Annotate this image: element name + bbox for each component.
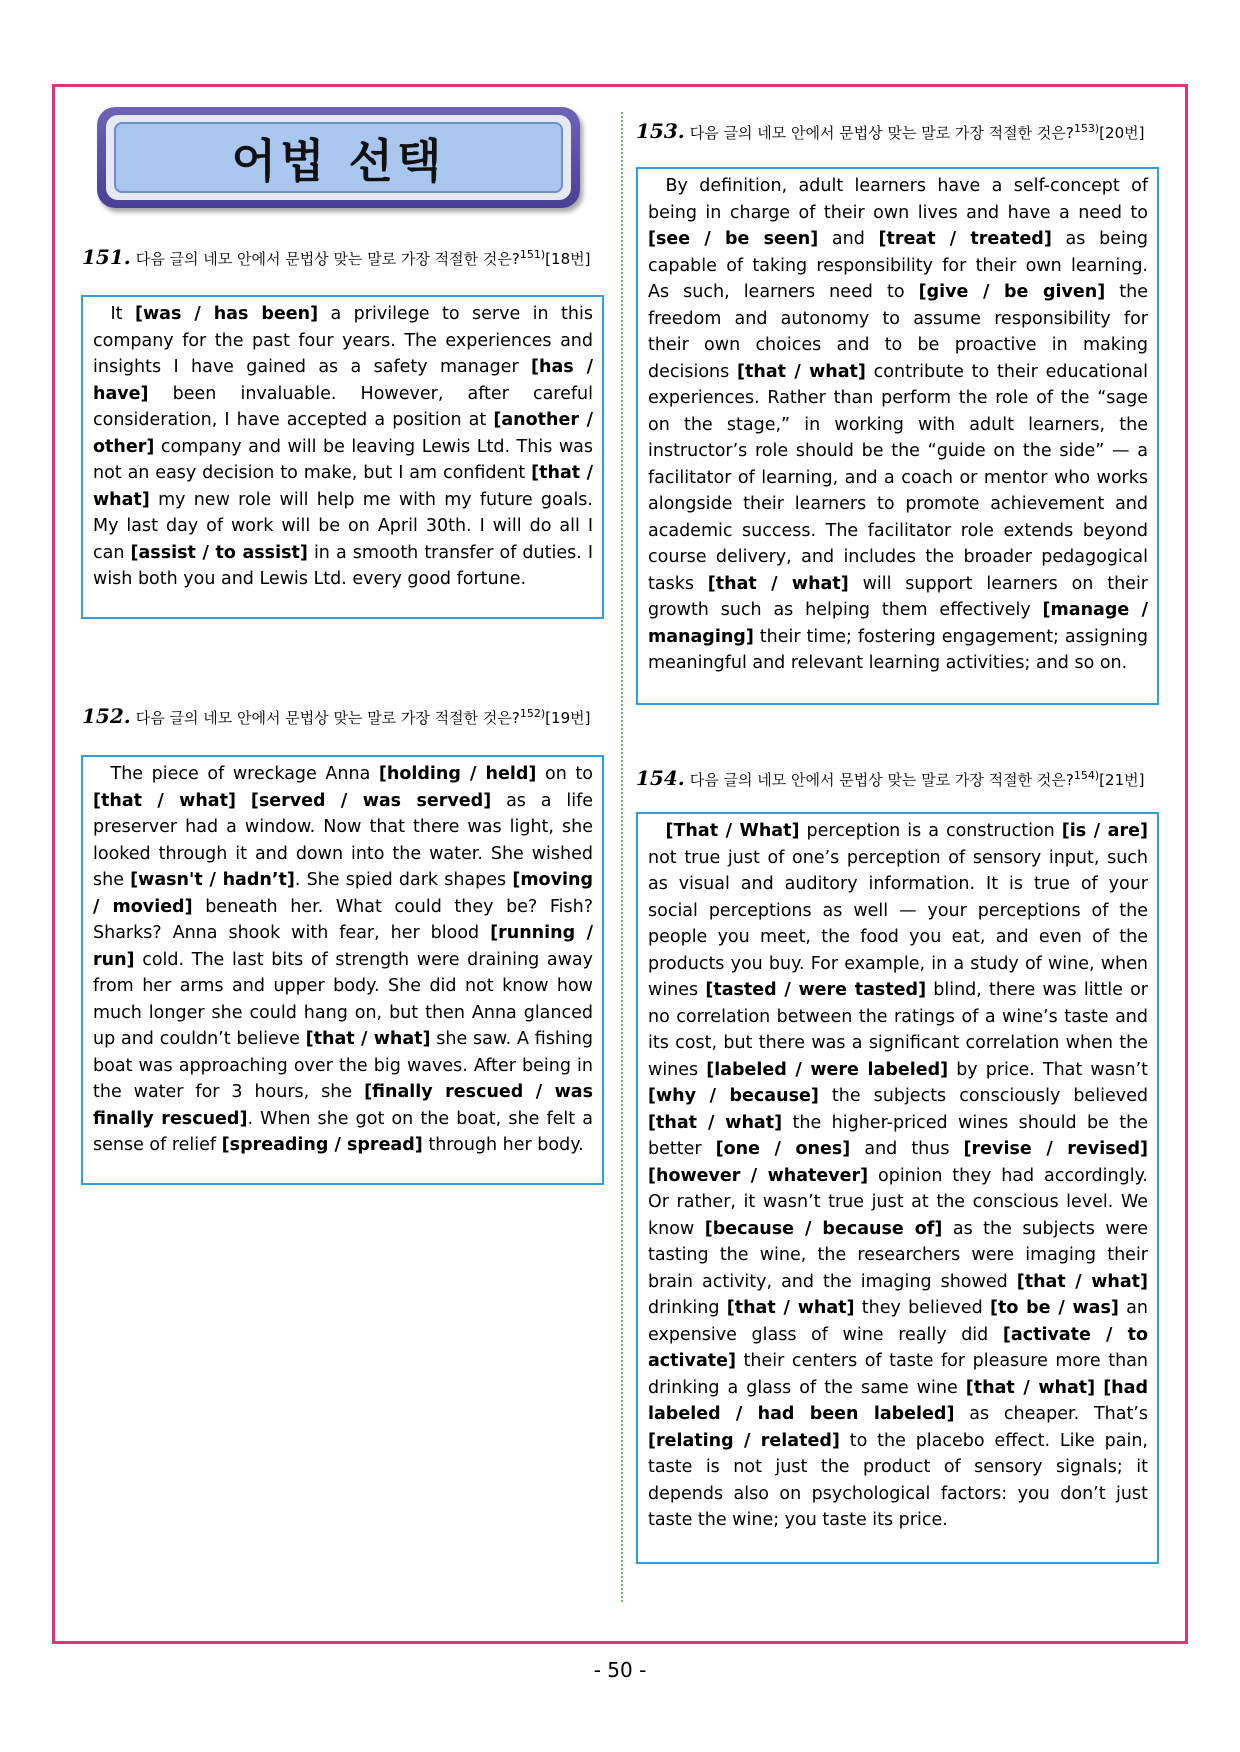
question-tag: [20번] [1099, 124, 1145, 142]
question-151-header [82, 244, 602, 270]
question-prompt: 다음 글의 네모 안에서 문법상 맞는 말로 가장 적절한 것은? [689, 124, 1074, 142]
grammar-choice: [wasn't / hadn’t] [130, 870, 295, 890]
grammar-choice: [That / What] [665, 821, 800, 841]
question-153-header [636, 118, 1156, 144]
question-number: 153. [636, 119, 685, 143]
footnote-ref: 151) [519, 248, 546, 261]
question-number: 152. [82, 704, 131, 728]
grammar-choice: [running / run] [93, 923, 593, 970]
grammar-choice: [activate / to activate] [648, 1324, 1148, 1371]
grammar-choice: [has / have] [93, 357, 593, 404]
passage-text: [That / What] perception is a construction [is / are] not true just of one’s perception of sensory input, such as visual and auditory information. It is true of your social perceptions as well — your perceptions of the people you meet, the food you eat, and even of the products you buy. For example, in a study of wine, when wines [tasted / were tasted] blind, there was little or no correlation between the ratings of a wine’s taste and its cost, but there was a significant correlation when the wines [labeled / were labeled] by price. That wasn’t [why / because] the subjects consciously believed [that / what] the higher-priced wines should be the better [one / ones] and thus [revise / revised] [however / whatever] opinion they had accordingly. Or rather, it wasn’t true just at the conscious level. We know [because / because of] as the subjects were tasting the wine, the researchers were imaging their brain activity, and the imaging showed [that / what] drinking [that / what] they believed [to be / was] an expensive glass of wine really did [activate / to activate] their centers of taste for pleasure more than drinking a glass of the same wine [that / what] [had labeled / had been labeled] as cheaper. That’s [relating / related] to the placebo effect. Like pain, taste is not just the product of sensory signals; it depends also on psychological factors: you don’t just taste the wine; you taste its price. [648, 821, 1149, 1530]
grammar-choice: [finally rescued / was finally rescued] [93, 1082, 593, 1129]
grammar-choice: [that / what] [93, 463, 593, 510]
grammar-choice: [one / ones] [715, 1139, 851, 1159]
question-tag: [21번] [1099, 771, 1145, 789]
grammar-choice: [manage / managing] [648, 600, 1148, 647]
grammar-choice: [that / what] [93, 790, 236, 811]
question-154-passage [636, 812, 1159, 1564]
section-title-banner [97, 107, 580, 208]
footnote-ref: 153) [1073, 122, 1100, 135]
passage-text: It [was / has been] a privilege to serve in this company for the past four years. The experiences and insights I have gained as a safety manager [has / have] been invaluable. However, after careful consideration, I have accepted a position at [another / other] company and will be leaving Lewis Ltd. This was not an easy decision to make, but I am confident [that / what] my new role will help me with my future goals. My last day of work will be on April 30th. I will do all I can [assist / to assist] in a smooth transfer of duties. I wish both you and Lewis Ltd. every good fortune. [93, 304, 593, 589]
footnote-ref: 152) [519, 707, 546, 720]
question-152-passage [81, 755, 604, 1185]
grammar-choice: [had labeled / had been labeled] [648, 1377, 1148, 1424]
passage-text: By definition, adult learners have a self-concept of being in charge of their own lives and have a need to [see / be seen] and [treat / treated] as being capable of taking responsibility for their own learning. As such, learners need to [give / be given] the freedom and autonomy to assume responsibility for their own choices and to be proactive in making decisions [that / what] contribute to their educational experiences. Rather than perform the role of the “sage on the stage,” in working with adult learners, the instructor’s role should be the “guide on the side” — a facilitator of learning, and a coach or mentor who works alongside their learners to promote achievement and academic success. The facilitator role extends beyond course delivery, and includes the broader pedagogical tasks [that / what] will support learners on their growth such as helping them effectively [manage / managing] their time; fostering engagement; assigning meaningful and relevant learning activities; and so on. [648, 176, 1149, 673]
grammar-choice: [served / was served] [250, 790, 492, 811]
grammar-choice: [why / because] [648, 1086, 819, 1106]
grammar-choice: [that / what] [1016, 1271, 1149, 1292]
grammar-choice: [holding / held] [378, 764, 537, 784]
grammar-choice: [that / what] [648, 1112, 783, 1133]
question-tag: [19번] [545, 709, 591, 727]
passage-text: The piece of wreckage Anna [holding / held] on to [that / what] [served / was served] as a life preserver had a window. Now that there was light, she looked through it and down into the water. She wished she [wasn't / hadn’t]. She spied dark shapes [moving / movied] beneath her. What could they be? Fish? Sharks? Anna shook with fear, her blood [running / run] cold. The last bits of strength were draining away from her arms and upper body. She did not know how much longer she could hang on, but then Anna glanced up and couldn’t believe [that / what] she saw. A fishing boat was approaching over the big waves. After being in the water for 3 hours, she [finally rescued / was finally rescued]. When she got on the boat, she felt a sense of relief [spreading / spread] through her body. [93, 764, 594, 1155]
grammar-choice: [tasted / were tasted] [705, 980, 927, 1000]
footnote-ref: 154) [1073, 769, 1100, 782]
grammar-choice: [that / what] [965, 1377, 1096, 1398]
grammar-choice: [because / because of] [704, 1218, 943, 1239]
grammar-choice: [assist / to assist] [130, 542, 308, 563]
page-number: - 50 - [593, 1658, 647, 1682]
grammar-choice: [relating / related] [648, 1430, 840, 1451]
question-154-header [636, 765, 1156, 791]
grammar-choice: [moving / movied] [93, 870, 593, 917]
grammar-choice: [however / whatever] [648, 1165, 869, 1186]
grammar-choice: [that / what] [305, 1029, 431, 1049]
grammar-choice: [was / has been] [134, 304, 319, 324]
question-151-passage [81, 295, 604, 619]
question-prompt: 다음 글의 네모 안에서 문법상 맞는 말로 가장 적절한 것은? [135, 709, 520, 727]
question-number: 151. [82, 245, 131, 269]
grammar-choice: [give / be given] [918, 282, 1106, 302]
grammar-choice: [that / what] [726, 1298, 855, 1318]
grammar-choice: [treat / treated] [878, 229, 1052, 249]
grammar-choice: [that / what] [707, 573, 849, 594]
question-tag: [18번] [545, 250, 591, 268]
grammar-choice: [spreading / spread] [221, 1135, 423, 1155]
question-152-header [82, 703, 602, 729]
grammar-choice: [another / other] [93, 410, 593, 457]
grammar-choice: [to be / was] [989, 1298, 1119, 1318]
question-number: 154. [636, 766, 685, 790]
grammar-choice: [see / be seen] [648, 229, 819, 249]
question-153-passage [636, 167, 1159, 705]
question-prompt: 다음 글의 네모 안에서 문법상 맞는 말로 가장 적절한 것은? [689, 771, 1074, 789]
grammar-choice: [labeled / were labeled] [706, 1059, 949, 1080]
grammar-choice: [that / what] [737, 361, 866, 382]
grammar-choice: [revise / revised] [963, 1139, 1149, 1159]
column-divider [621, 112, 623, 1602]
question-prompt: 다음 글의 네모 안에서 문법상 맞는 말로 가장 적절한 것은? [135, 250, 520, 268]
grammar-choice: [is / are] [1061, 821, 1148, 841]
section-title: 어법 선택 [231, 133, 446, 188]
